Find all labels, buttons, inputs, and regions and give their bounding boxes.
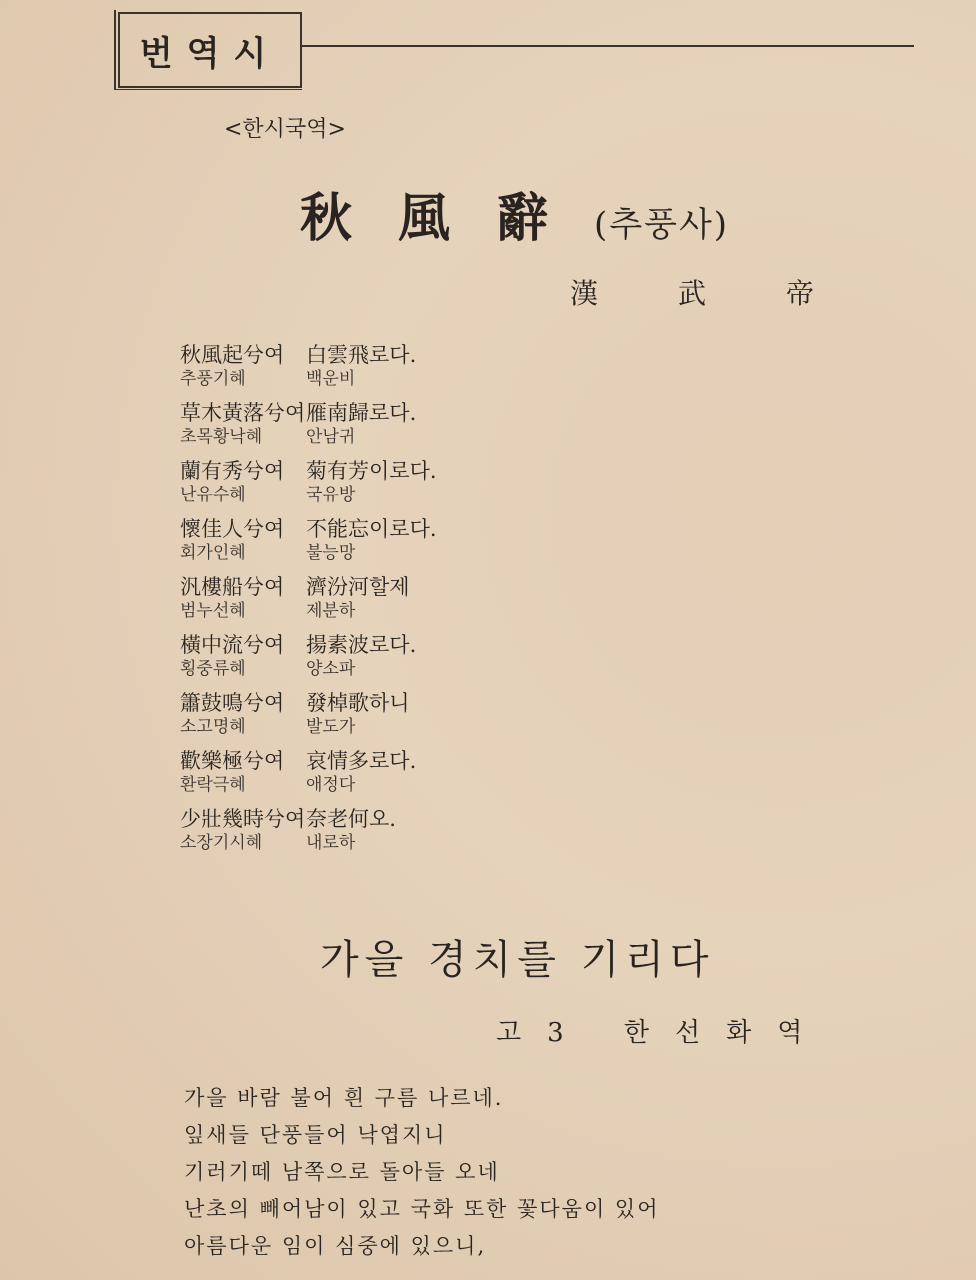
- hanja-first: 橫中流兮여: [180, 633, 285, 657]
- reading-first: 소장기시혜: [180, 833, 263, 853]
- poem-line: [180, 516, 600, 574]
- hanja-first: 蘭有秀兮여: [180, 459, 285, 483]
- poem-line: [180, 458, 600, 516]
- translation-line: 아름다운 임이 심중에 있으니,: [184, 1234, 487, 1258]
- translation-line: 잎새들 단풍들어 낙엽지니: [184, 1123, 447, 1147]
- hanja-first: 少壯幾時兮여: [180, 807, 306, 831]
- reading-second: 안남귀: [306, 427, 356, 447]
- poem-line: [180, 806, 600, 864]
- poem-line: [180, 632, 600, 690]
- reading-first: 범누선혜: [180, 601, 246, 621]
- translation-title: 가을 경치를 기리다: [320, 937, 715, 983]
- reading-second: 국유방: [306, 485, 356, 505]
- reading-first: 환락극혜: [180, 775, 246, 795]
- poem-line: [180, 342, 600, 400]
- poem-title: [300, 176, 729, 251]
- translation-line: 난초의 빼어남이 있고 국화 또한 꽃다움이 있어: [184, 1197, 660, 1221]
- reading-first: 추풍기혜: [180, 369, 246, 389]
- poem-line: [180, 690, 600, 748]
- hanja-second: 濟汾河할제: [306, 575, 410, 599]
- reading-second: 양소파: [306, 659, 356, 679]
- poem-line: [180, 748, 600, 806]
- hanja-second: 哀情多로다.: [306, 749, 417, 773]
- hanja-first: 草木黃落兮여: [180, 401, 306, 425]
- poem-title-hanja: 秋風辭: [300, 188, 595, 249]
- hanja-second: 奈老何오.: [306, 807, 396, 831]
- hanja-first: 秋風起兮여: [180, 343, 285, 367]
- subtitle: <한시국역>: [224, 117, 346, 142]
- poem-title-korean: (추풍사): [594, 205, 730, 245]
- reading-second: 애정다: [306, 775, 356, 795]
- reading-second: 발도가: [306, 717, 356, 737]
- reading-second: 불능망: [306, 543, 356, 563]
- hanja-second: 雁南歸로다.: [306, 401, 417, 425]
- translation-body: [184, 1080, 659, 1265]
- translation-line: 기러기떼 남쪽으로 돌아들 오네: [184, 1160, 500, 1184]
- hanja-first: 懷佳人兮여: [180, 517, 285, 541]
- poem-author: 漢武帝: [570, 277, 895, 310]
- hanja-second: 菊有芳이로다.: [306, 459, 437, 483]
- poem-line: [180, 574, 600, 632]
- reading-first: 회가인혜: [180, 543, 246, 563]
- poem-line: [180, 400, 600, 458]
- reading-first: 소고명혜: [180, 717, 246, 737]
- reading-first: 횡중류혜: [180, 659, 246, 679]
- hanja-second: 不能忘이로다.: [306, 517, 437, 541]
- hanja-first: 簫鼓鳴兮여: [180, 691, 285, 715]
- reading-first: 초목황낙혜: [180, 427, 263, 447]
- header-rule: [302, 45, 914, 47]
- reading-second: 백운비: [306, 369, 356, 389]
- section-label: 번역시: [118, 12, 302, 88]
- reading-second: 내로하: [306, 833, 356, 853]
- hanja-second: 發棹歌하니: [306, 691, 410, 715]
- hanja-first: 歡樂極兮여: [180, 749, 285, 773]
- translator-credit: 고3 한선화역: [496, 1018, 829, 1048]
- reading-first: 난유수혜: [180, 485, 246, 505]
- reading-second: 제분하: [306, 601, 356, 621]
- translation-line: 가을 바람 불어 흰 구름 나르네.: [184, 1086, 504, 1110]
- hanja-second: 揚素波로다.: [306, 633, 417, 657]
- hanja-second: 白雲飛로다.: [306, 343, 417, 367]
- poem-body: [180, 342, 600, 864]
- hanja-first: 汎樓船兮여: [180, 575, 285, 599]
